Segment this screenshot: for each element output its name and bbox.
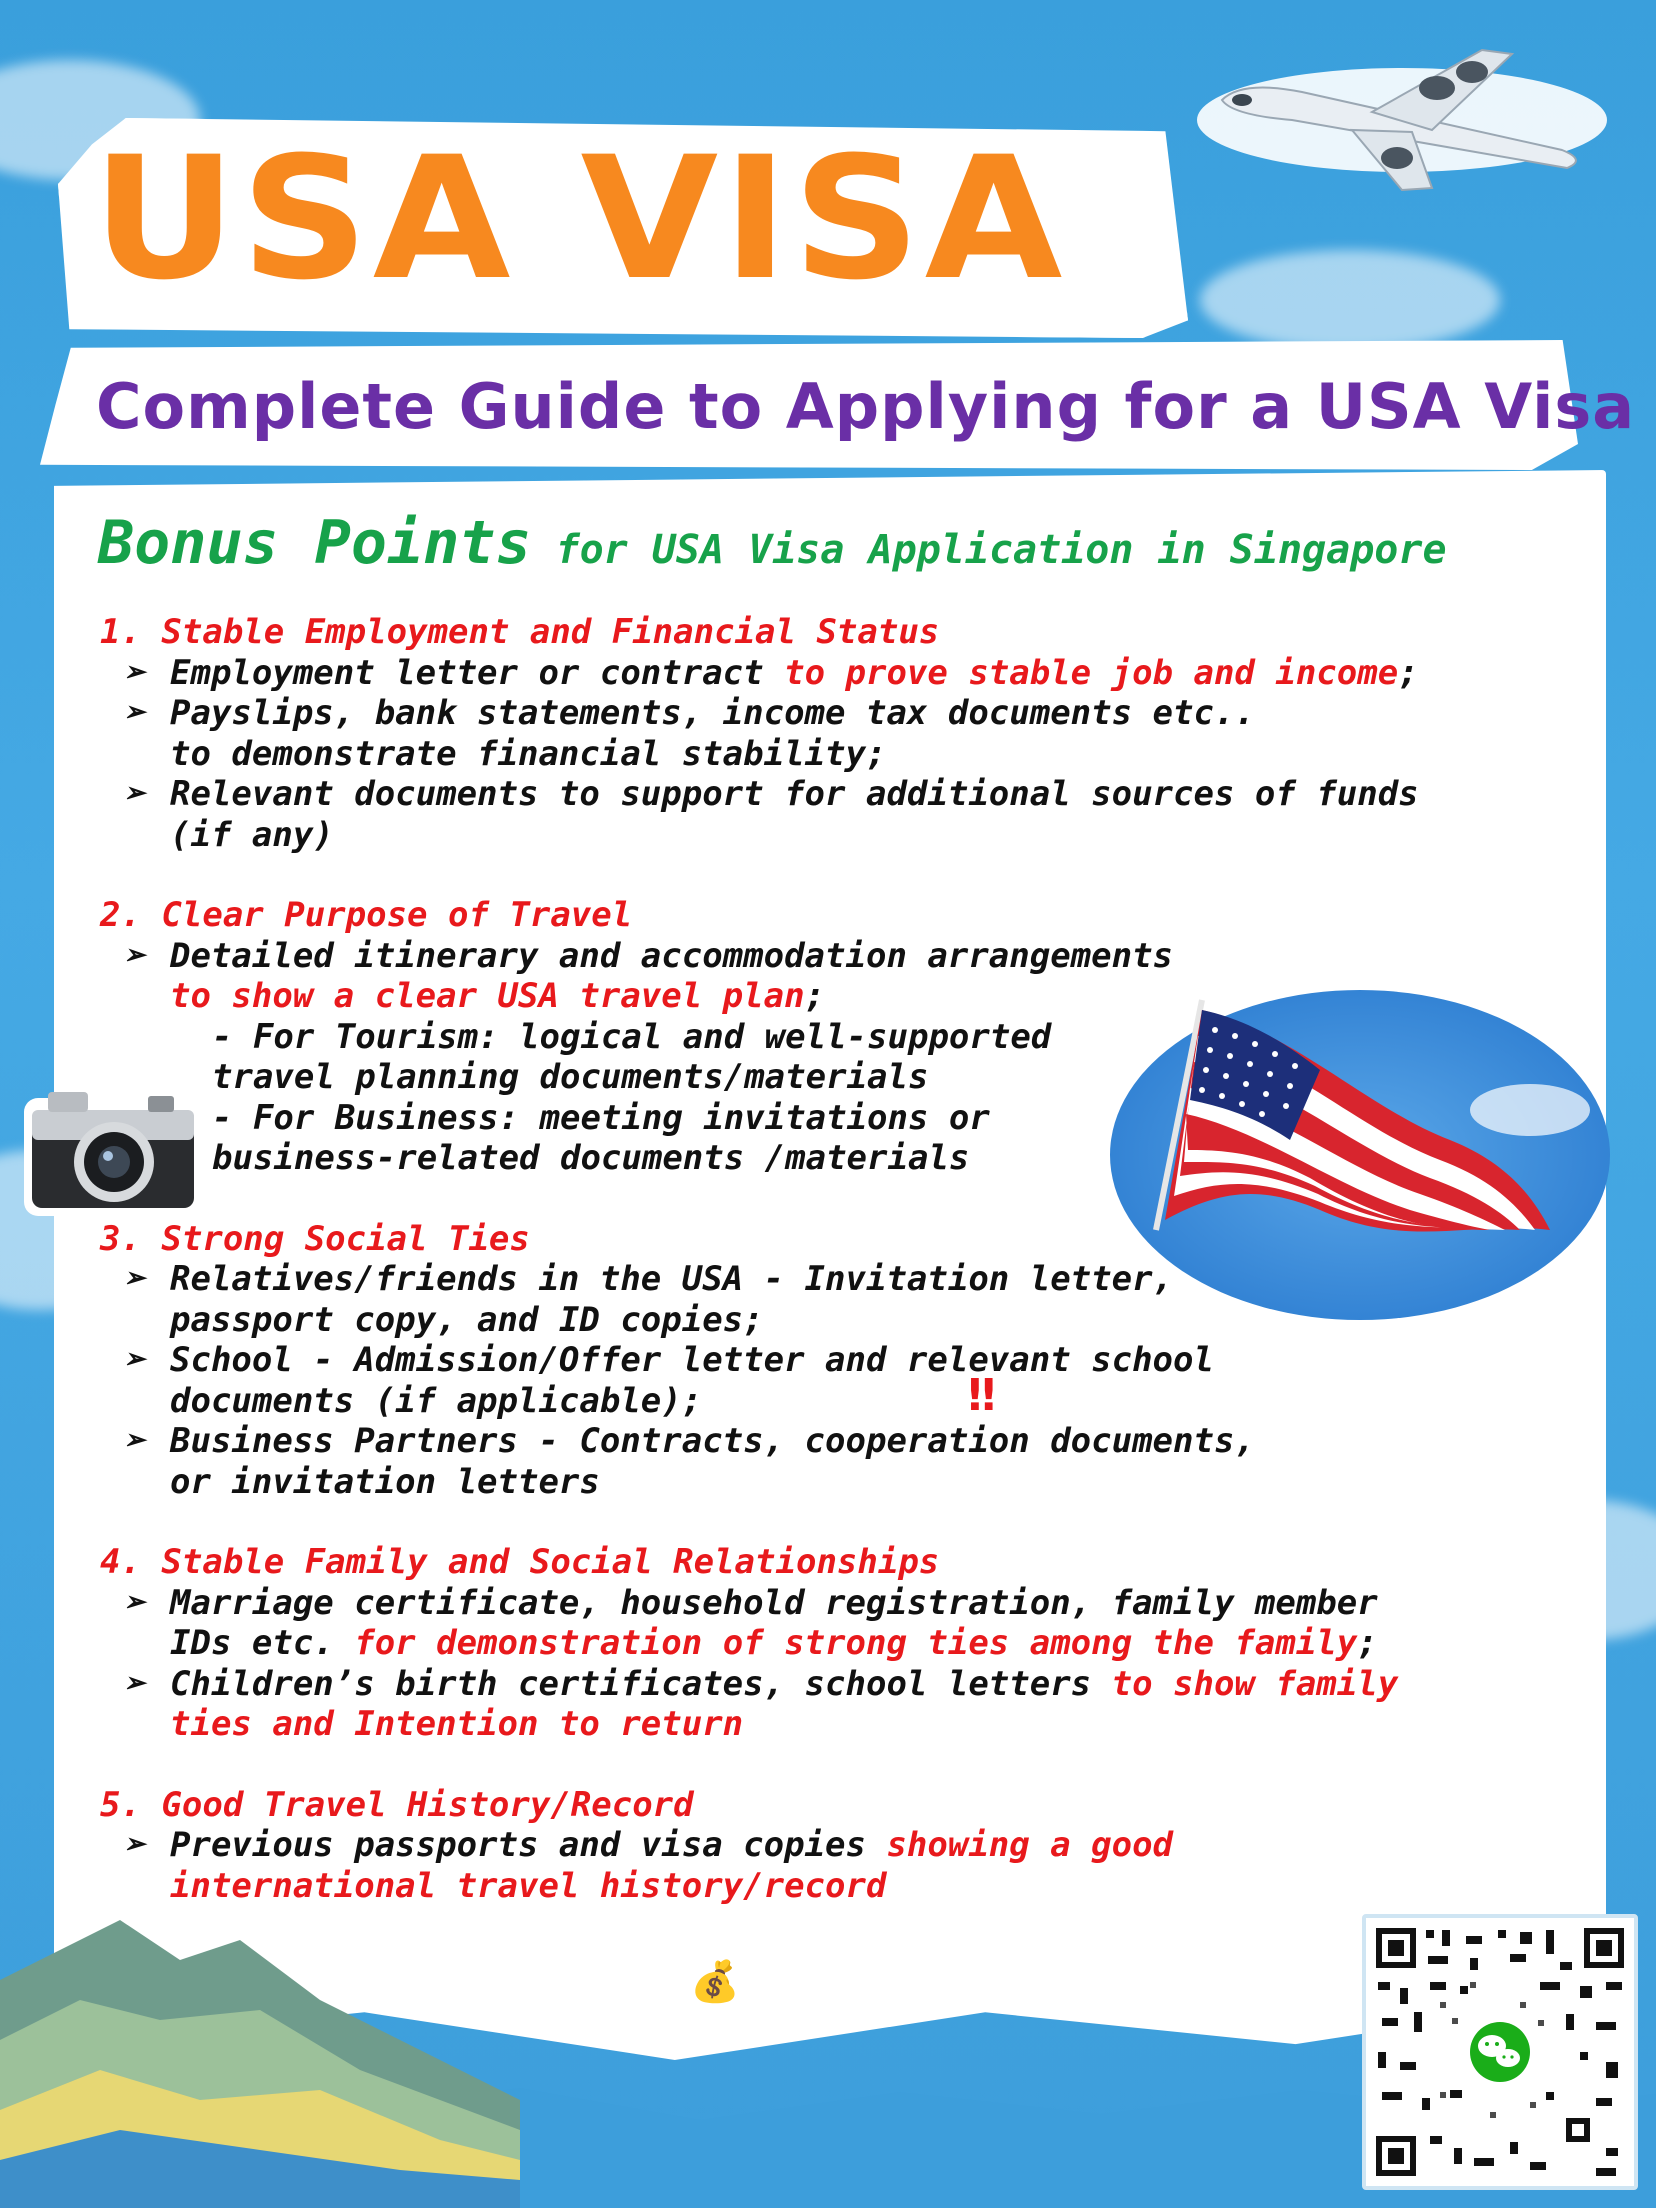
qr-code[interactable] (1362, 1914, 1638, 2190)
bonus-heading-line (98, 508, 1447, 578)
arrow-bullet-icon: ➢ (124, 1340, 145, 1380)
arrow-bullet-icon: ➢ (124, 1663, 145, 1704)
arrow-bullet-icon: ➢ (124, 693, 145, 733)
bonus-subheading: for USA Visa Application in Singapore (555, 527, 1447, 573)
airplane-icon (1182, 40, 1622, 200)
list-subitem: travel planning documents/materials (212, 1057, 929, 1097)
list-item: ➢ Detailed itinerary and accommodation arrangements to show a clear USA travel plan; (124, 935, 1174, 1016)
list-item: ➢ Previous passports and visa copies showing a good international travel history/record (124, 1825, 1174, 1906)
list-item: ➢ Payslips, bank statements, income tax documents etc.. to demonstrate financial stability; (124, 693, 1255, 774)
arrow-bullet-icon: ➢ (124, 774, 145, 814)
list-item: ➢ Relevant documents to support for additional sources of funds (if any) (124, 774, 1419, 855)
section-title: 4. Stable Family and Social Relationships (100, 1542, 940, 1582)
section-title: 5. Good Travel History/Record (100, 1784, 694, 1825)
list-item: ➢ Children’s birth certificates, school letters to show family ties and Intention to return (124, 1663, 1399, 1744)
arrow-bullet-icon: ➢ (124, 1825, 145, 1865)
arrow-bullet-icon: ➢ (124, 1582, 145, 1623)
arrow-bullet-icon: ➢ (124, 935, 145, 976)
double-exclamation-icon: ‼ (968, 1370, 996, 1421)
bonus-heading: Bonus Points (98, 508, 532, 578)
arrow-bullet-icon: ➢ (124, 1421, 145, 1461)
page-title: USA VISA (92, 120, 1067, 317)
list-item: ➢ Relatives/friends in the USA - Invitation letter, passport copy, and ID copies; (124, 1259, 1174, 1340)
us-flag-icon (1110, 990, 1610, 1320)
list-subitem: - For Business: meeting invitations or (212, 1097, 990, 1138)
list-item: ➢ School - Admission/Offer letter and relevant school documents (if applicable); (124, 1340, 1214, 1421)
section-title: 3. Strong Social Ties (100, 1218, 530, 1259)
camera-icon (18, 1070, 208, 1230)
arrow-bullet-icon: ➢ (124, 652, 145, 693)
page-subtitle: Complete Guide to Applying for a USA Visa (96, 370, 1636, 443)
money-bag-icon: 💰 (690, 1959, 740, 2005)
section-title: 1. Stable Employment and Financial Status (100, 612, 940, 652)
mountains-illustration (0, 1900, 520, 2208)
list-subitem: business-related documents /materials (212, 1138, 970, 1178)
qr-code-icon (1370, 1922, 1630, 2182)
list-subitem: - For Tourism: logical and well-supported (212, 1016, 1052, 1057)
cloud (1200, 250, 1500, 350)
arrow-bullet-icon: ➢ (124, 1259, 145, 1299)
list-item: ➢ Business Partners - Contracts, cooperation documents, or invitation letters (124, 1421, 1255, 1502)
section-title: 2. Clear Purpose of Travel (100, 895, 633, 935)
list-item: ➢ Marriage certificate, household registration, family member IDs etc. for demonstration of strong ties among the family; (124, 1582, 1378, 1663)
list-item: ➢ Employment letter or contract to prove stable job and income; (124, 652, 1419, 693)
